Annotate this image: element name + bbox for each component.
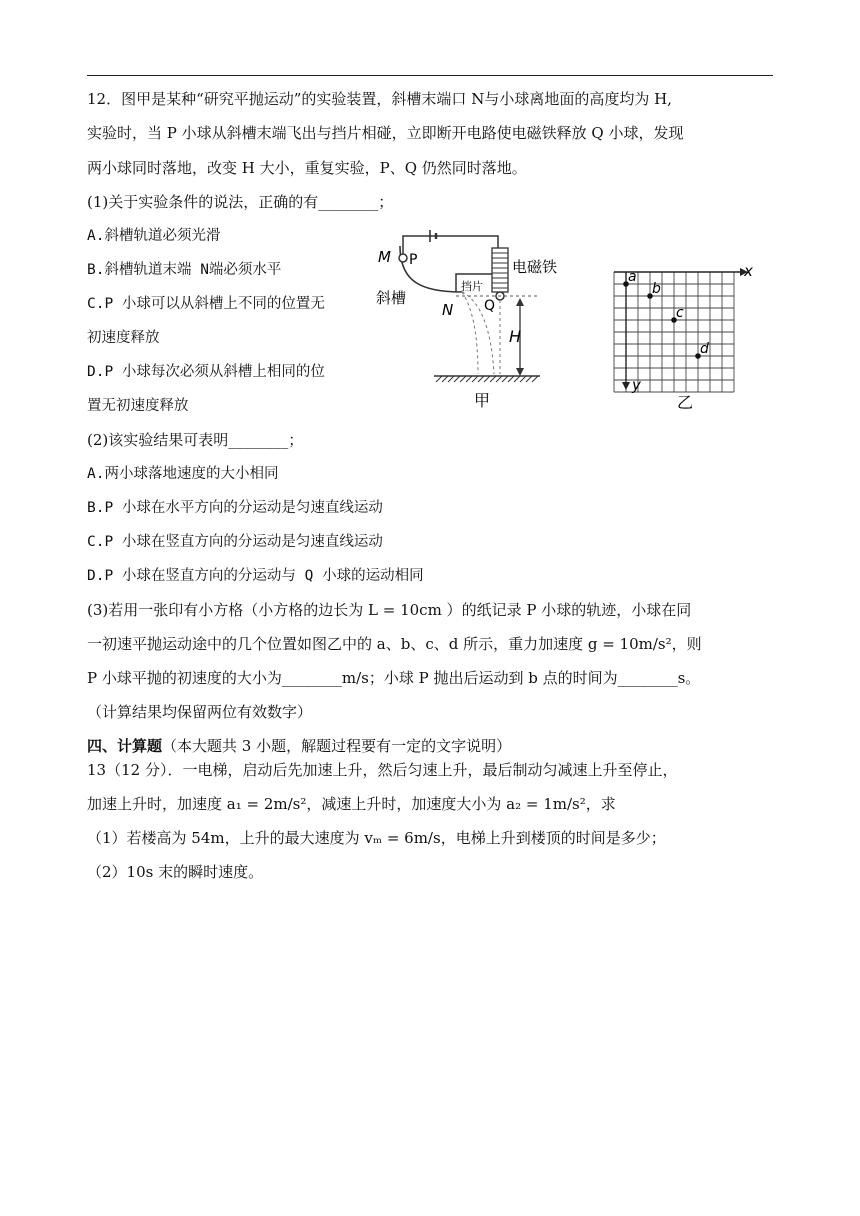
point-label-a: a — [628, 269, 637, 285]
q12-part1-option-c-line2: 初速度释放 — [87, 330, 160, 346]
header-rule — [87, 75, 773, 76]
q12-part1-option-d-line2: 置无初速度释放 — [87, 398, 189, 414]
section-note: （本大题共 3 小题，解题过程要有一定的文字说明） — [162, 737, 512, 755]
point-label-b: b — [652, 281, 661, 297]
q12-stem-line-2: 实验时，当 P 小球从斜槽末端飞出与挡片相碰，立即断开电路使电磁铁释放 Q 小球，发现 — [87, 124, 684, 142]
q12-part1-option-d-line1: D.P 小球每次必须从斜槽上相同的位 — [87, 364, 325, 380]
point-label-d: d — [700, 341, 709, 357]
label-baffle: 挡片 — [461, 280, 483, 293]
label-electromagnet: 电磁铁 — [512, 258, 558, 276]
q12-part1-option-a: A.斜槽轨道必须光滑 — [87, 228, 221, 244]
q12-part2-option-c: C.P 小球在竖直方向的分运动是匀速直线运动 — [87, 534, 383, 550]
label-chute: 斜槽 — [376, 289, 407, 307]
caption-jia: 甲 — [474, 391, 491, 410]
ground-hatching — [436, 376, 538, 382]
q12-stem-line-3: 两小球同时落地，改变 H 大小，重复实验，P、Q 仍然同时落地。 — [87, 159, 527, 177]
height-arrow-head-bottom — [516, 368, 524, 376]
point-label-c: c — [676, 305, 684, 321]
q13-stem-line-2: 加速上升时，加速度 a₁ = 2m/s²，减速上升时，加速度大小为 a₂ = 1m/s²，求 — [87, 795, 616, 813]
electromagnet — [492, 248, 508, 292]
label-m: M — [378, 248, 391, 266]
q12-stem-line-1: 12．图甲是某种“研究平抛运动”的实验装置，斜槽末端口 N与小球离地面的高度均为 H, — [87, 90, 672, 108]
q12-part2-option-b: B.P 小球在水平方向的分运动是匀速直线运动 — [87, 500, 383, 516]
q12-part1-title: (1)关于实验条件的说法，正确的有________； — [87, 193, 394, 211]
q12-part3-line3: P 小球平抛的初速度的大小为________m/s；小球 P 抛出后运动到 b 点的时间为________s。 — [87, 669, 701, 687]
q12-part3-line1: (3)若用一张印有小方格（小方格的边长为 L = 10cm ）的纸记录 P 小球的轨迹，小球在同 — [87, 601, 692, 619]
q12-part1-option-c-line1: C.P 小球可以从斜槽上不同的位置无 — [87, 296, 325, 312]
figure-apparatus — [370, 226, 590, 414]
q13-part2: （2）10s 末的瞬时速度。 — [87, 863, 264, 881]
q13-stem-line-1: 13（12 分）．一电梯，启动后先加速上升，然后匀速上升，最后制动匀减速上升至停止， — [87, 761, 678, 779]
q13-part1: （1）若楼高为 54m，上升的最大速度为 vₘ = 6m/s，电梯上升到楼顶的时间是多少； — [87, 829, 666, 847]
height-arrow-head-top — [516, 298, 524, 306]
caption-yi: 乙 — [677, 393, 694, 412]
q12-part2-option-d: D.P 小球在竖直方向的分运动与 Q 小球的运动相同 — [87, 568, 424, 584]
y-axis-label: y — [632, 376, 641, 394]
grid-lines — [614, 272, 734, 392]
q12-part2-option-a: A.两小球落地速度的大小相同 — [87, 466, 279, 482]
figure-grid — [600, 256, 770, 416]
x-axis-label: x — [744, 262, 753, 280]
q12-part3-line2: 一初速平抛运动途中的几个位置如图乙中的 a、b、c、d 所示，重力加速度 g = 10m/s²，则 — [87, 635, 702, 653]
section-heading — [87, 736, 511, 756]
section-title: 四、计算题 — [87, 737, 163, 755]
label-h: H — [509, 327, 522, 346]
label-n: N — [442, 301, 454, 319]
y-axis-arrow — [622, 382, 630, 390]
grid-points — [623, 269, 709, 359]
q12-part1-option-b: B.斜槽轨道末端 N端必须水平 — [87, 262, 282, 278]
q12-part3-note: （计算结果均保留两位有效数字） — [87, 703, 313, 721]
label-q: Q — [484, 298, 496, 314]
label-p: P — [409, 252, 418, 268]
q12-part2-title: (2)该实验结果可表明________； — [87, 431, 304, 449]
ball-p — [399, 254, 407, 262]
